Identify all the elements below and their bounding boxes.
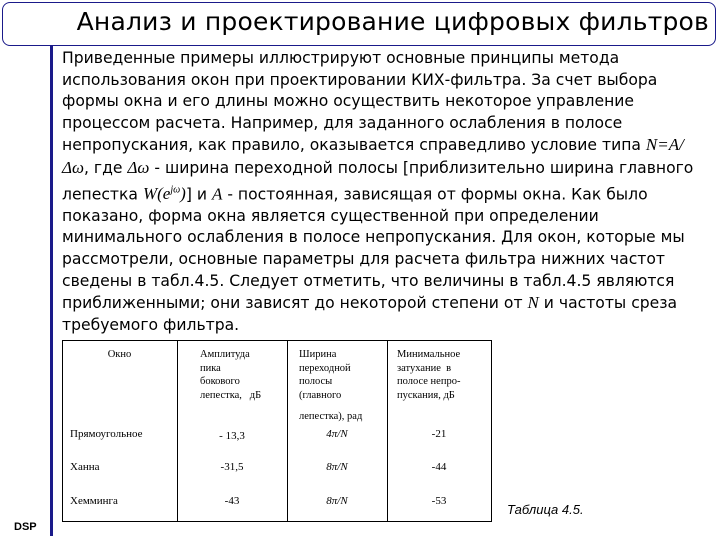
header-attenuation-line: затухание в [397, 362, 452, 374]
body-text-part-4: ] и [185, 185, 212, 204]
header-width-line: полосы [299, 376, 333, 387]
n-variable: N [527, 293, 539, 313]
header-width-line: переходной [299, 362, 351, 374]
w-function-base: W(e [142, 184, 171, 204]
body-paragraph [62, 48, 708, 336]
row-window-hamming: Хемминга [70, 495, 118, 507]
header-amplitude-line: Амплитуда [200, 349, 250, 360]
header-width-line: лепестка), рад [299, 411, 363, 422]
row-amplitude-hamming: -43 [224, 495, 240, 507]
header-attenuation-line: пускания, дБ [397, 389, 455, 401]
formula-n-a-dw: N=A/Δω [62, 135, 684, 177]
slide-title: Анализ и проектирование цифровых фильтров [76, 7, 709, 36]
w-function-exponent: jω [170, 184, 181, 196]
header-window: Окно [107, 349, 132, 360]
row-width-hamming: 8π/N [326, 495, 348, 507]
row-window-hann: Ханна [70, 461, 100, 473]
row-window-rectangular: Прямоугольное [70, 428, 143, 440]
body-text-part-6: и частоты среза требуемого фильтра. [62, 294, 678, 334]
header-amplitude [200, 348, 261, 402]
title-frame [2, 2, 716, 46]
body-text-part-1: Приведенные примеры иллюстрируют основные принципы метода использования окон при проектировании КИХ-фильтра. За счет выбора формы окна и его длины можно осуществить некоторое управление процессом расчета. Например, для заданного ослабления в полосе непропускания, как правило, оказывается справедливо условие типа [62, 49, 658, 155]
window-parameters-table [62, 340, 492, 522]
header-amplitude-line: пика [200, 362, 221, 374]
delta-omega-symbol: Δω [127, 157, 150, 177]
row-attenuation-rectangular: -21 [431, 428, 447, 440]
table-border-bottom [62, 521, 492, 522]
row-attenuation-hamming: -53 [431, 495, 447, 507]
row-width-rectangular: 4π/N [326, 428, 348, 440]
row-amplitude-rectangular: - 13,3 [219, 430, 245, 442]
header-width-line: Ширина [299, 349, 337, 360]
a-variable: A [211, 184, 223, 204]
header-width [299, 348, 362, 424]
body-text-part-5: - постоянная, зависящая от формы окна. Как было показано, форма окна является существенной при определении минимального ослабления в полосе непропускания. Для окон, которые мы рассмотрели, основные параметры для расчета фильтра нижних частот сведены в табл.4.5. Следует отметить, что величины в табл.4.5 являются приближенными; они зависят до некоторой степени от [62, 185, 685, 313]
w-function-close: ) [180, 184, 186, 204]
table-border-left [62, 340, 63, 522]
table-border-top [62, 340, 492, 341]
row-attenuation-hann: -44 [431, 461, 447, 473]
table-border-right [491, 340, 492, 522]
row-width-hann: 8π/N [326, 461, 348, 473]
header-amplitude-line: лепестка, дБ [200, 389, 262, 401]
row-amplitude-hann: -31,5 [220, 461, 244, 473]
table-caption: Таблица 4.5. [507, 502, 584, 517]
header-attenuation [397, 348, 460, 402]
w-function [143, 184, 186, 203]
header-attenuation-line: полосе непро- [397, 376, 461, 387]
body-text-part-3: - ширина переходной полосы [приблизительно ширина главного лепестка [62, 158, 694, 204]
left-accent-bar [50, 46, 53, 536]
header-width-line: (главного [299, 389, 342, 401]
body-text-part-2: , где [83, 158, 128, 177]
header-attenuation-line: Минимальное [397, 349, 461, 360]
dsp-logo: DSP [14, 521, 37, 533]
header-amplitude-line: бокового [200, 376, 240, 387]
